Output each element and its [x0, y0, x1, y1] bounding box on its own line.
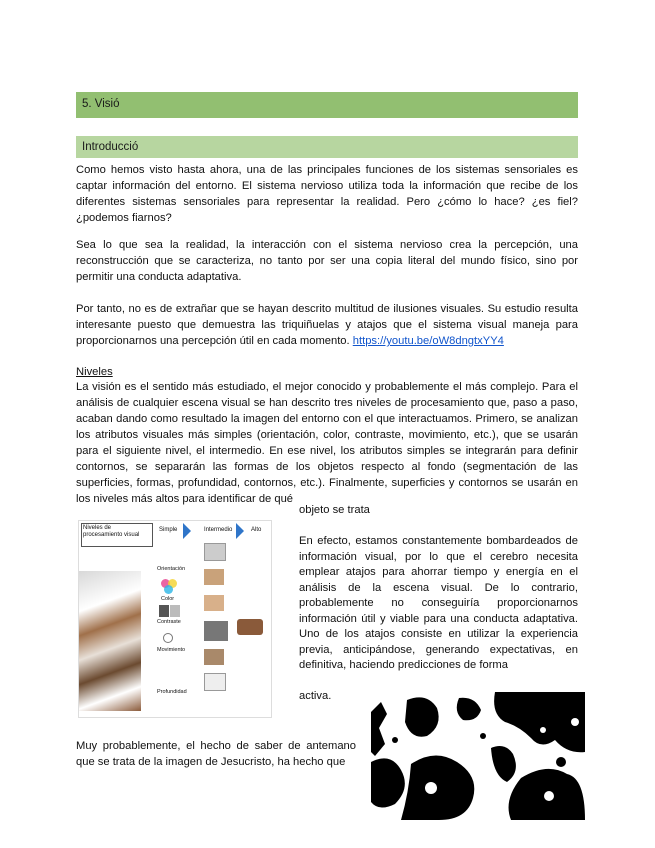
section-title-bar [76, 92, 578, 118]
figure-title: Niveles de procesamiento visual [81, 523, 153, 547]
thumbnail [204, 621, 228, 641]
figure-col-alto: Alto [251, 527, 262, 533]
contrast-square-dark [159, 605, 169, 617]
niveles-paragraph-2-end: activa. [299, 690, 332, 702]
label-contrast: Contraste [157, 619, 181, 625]
niveles-paragraph-1-end: objeto se trata [299, 504, 370, 516]
thumbnail [204, 595, 224, 611]
thumbnail [204, 543, 226, 561]
arrow-icon [236, 523, 244, 539]
intro-paragraph-3-text: Por tanto, no es de extrañar que se hayan descrito multitud de ilusiones visuales. Su estudio resulta interesante puesto que demuestra las triquiñuelas y atajos que el sistema visual maneja para proporcionarnos una percepción útil en cada momento. [76, 303, 578, 347]
color-circle-icon [164, 585, 173, 594]
motion-icon [163, 633, 173, 643]
niveles-paragraph-2: En efecto, estamos constantemente bombardeados de información visual, por lo que el cerebro necesita emplear atajos para ahorrar tiempo y energía en el análisis de la escena visual. De lo contrario, probablemente no conseguiría proporcionarnos información útil y viable para una conducta adaptativa. Uno de los atajos consiste en utilizar la experiencia previa, anticipándose, generando expectativas, en definitiva, haciendo predicciones de forma [299, 535, 578, 671]
niveles-paragraph-1: La visión es el sentido más estudiado, el mejor conocido y probablemente el más complejo. Para el análisis de cualquier escena visual se han descrito tres niveles de procesamiento que, paso a paso, acaban dando como resultado la imagen del entorno con el que interactuamos. Primero, se analizan los atributos visuales más simples (orientación, color, contraste, movimiento, etc.), que se usarán para el siguiente nivel, el intermedio. En ese nivel, los atributos simples se integrarán para definir contornos, se separarán las formas de los objetos respecto al fondo (segmentación de las superficies, formas, profundidad, contornos, etc.). Finalmente, superficies y contornos se usarán en los niveles más altos para identificar de qué [76, 381, 578, 505]
thumbnail [204, 649, 224, 665]
label-depth: Profundidad [157, 689, 187, 695]
landscape-photo [79, 571, 141, 711]
intro-paragraph-3 [76, 301, 578, 349]
arrow-icon [183, 523, 191, 539]
subsection-title-bar [76, 136, 578, 158]
figure-col-simple: Simple [159, 527, 178, 533]
contrast-square-light [170, 605, 180, 617]
jesus-illusion-image [371, 692, 585, 820]
intro-paragraph-2: Sea lo que sea la realidad, la interacción con el sistema nervioso crea la percepción, una reconstrucción que se caracteriza, no tanto por ser una copia literal del mundo físico, sino por permitir una conducta adaptativa. [76, 239, 578, 283]
niveles-paragraph-3: Muy probablemente, el hecho de saber de antemano que se trata de la imagen de Jesucristo, ha hecho que [76, 740, 356, 768]
thumbnail [204, 569, 224, 585]
label-motion: Movimiento [157, 647, 186, 653]
cow-image [237, 619, 263, 635]
visual-processing-figure [78, 520, 272, 718]
label-color: Color [161, 596, 175, 602]
label-orientation: Orientación [157, 566, 186, 572]
subsection-title: Introducció [82, 141, 139, 153]
figure-col-intermedio: Intermedio [204, 527, 233, 533]
section-title: 5. Visió [82, 98, 120, 110]
niveles-heading: Niveles [76, 366, 113, 378]
youtube-link[interactable]: https://youtu.be/oW8dngtxYY4 [352, 335, 504, 347]
thumbnail [204, 673, 226, 691]
intro-paragraph-1: Como hemos visto hasta ahora, una de las principales funciones de los sistemas sensoriales es captar información del entorno. El sistema nervioso utiliza toda la información que recibe de los diferentes sistemas sensoriales para representar la realidad. Pero ¿cómo lo hace? ¿es fiel? ¿podemos fiarnos? [76, 164, 578, 224]
